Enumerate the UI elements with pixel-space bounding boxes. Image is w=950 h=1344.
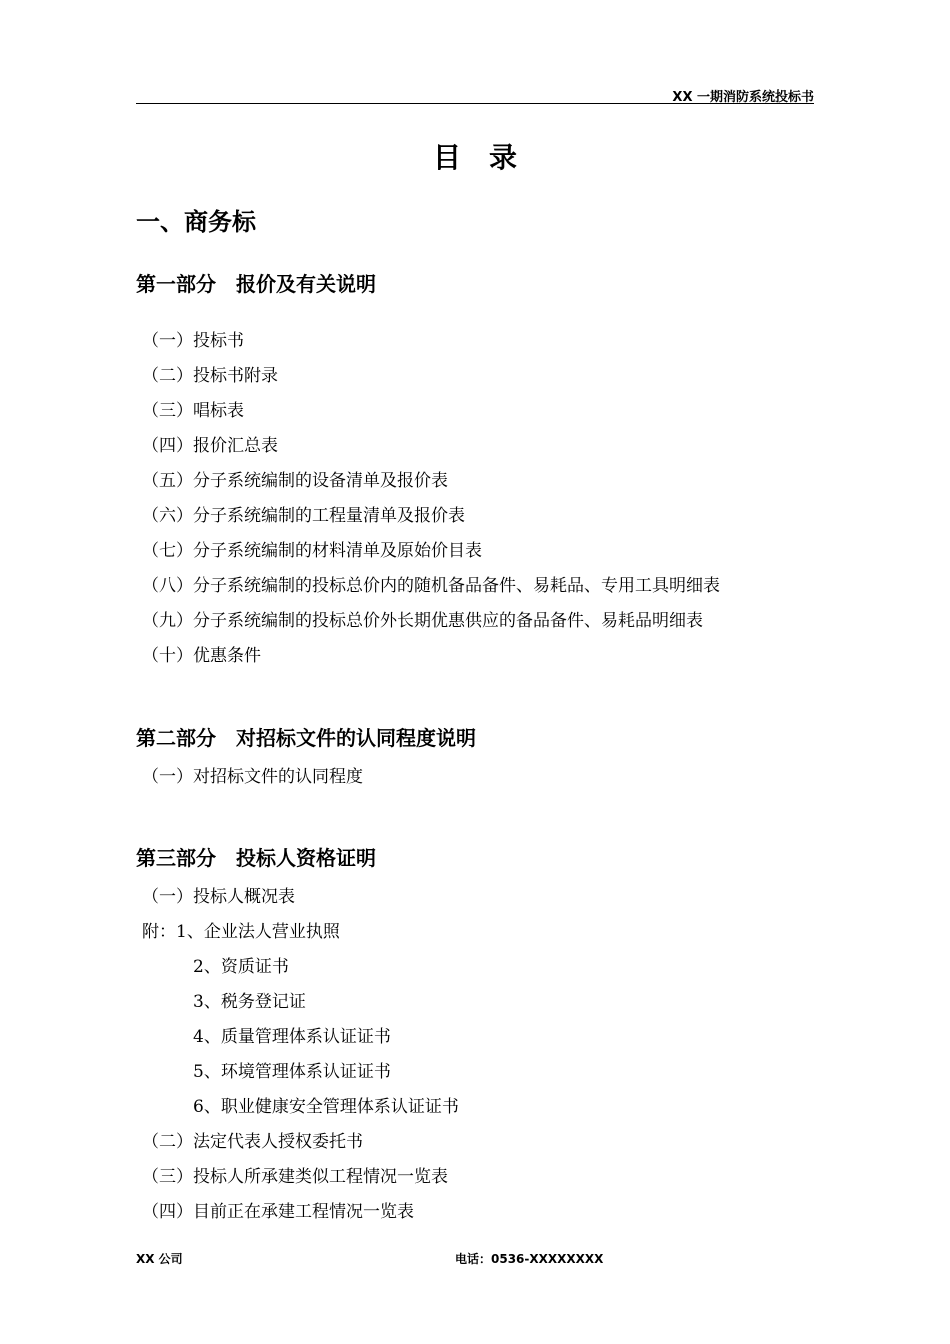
toc-subitem: 4、质量管理体系认证证书 bbox=[193, 1027, 391, 1047]
toc-item: （三）投标人所承建类似工程情况一览表 bbox=[142, 1167, 448, 1187]
toc-item: （一）投标书 bbox=[142, 331, 244, 351]
toc-item: （九）分子系统编制的投标总价外长期优惠供应的备品备件、易耗品明细表 bbox=[142, 611, 703, 631]
toc-item: （四）目前正在承建工程情况一览表 bbox=[142, 1202, 414, 1222]
toc-item: 附：1、企业法人营业执照 bbox=[142, 922, 340, 942]
toc-item: （二）投标书附录 bbox=[142, 366, 278, 386]
footer-company: XX 公司 bbox=[136, 1252, 183, 1266]
toc-item: （四）报价汇总表 bbox=[142, 436, 278, 456]
toc-item: （八）分子系统编制的投标总价内的随机备品备件、易耗品、专用工具明细表 bbox=[142, 576, 720, 596]
part2-label: 第二部分 bbox=[136, 726, 216, 750]
toc-subitem: 6、职业健康安全管理体系认证证书 bbox=[193, 1097, 459, 1117]
part2-heading bbox=[136, 722, 476, 751]
part1-heading bbox=[136, 268, 376, 297]
toc-subitem: 5、环境管理体系认证证书 bbox=[193, 1062, 391, 1082]
toc-item: （十）优惠条件 bbox=[142, 646, 261, 666]
part1-title: 报价及有关说明 bbox=[236, 272, 376, 296]
footer-phone: 电话：0536-XXXXXXXX bbox=[455, 1252, 604, 1266]
toc-item: （一）对招标文件的认同程度 bbox=[142, 767, 363, 787]
toc-item: （二）法定代表人授权委托书 bbox=[142, 1132, 363, 1152]
part2-title: 对招标文件的认同程度说明 bbox=[236, 726, 476, 750]
toc-subitem: 3、税务登记证 bbox=[193, 992, 306, 1012]
running-header: XX 一期消防系统投标书 bbox=[672, 90, 814, 105]
toc-item: （六）分子系统编制的工程量清单及报价表 bbox=[142, 506, 465, 526]
toc-item: （三）唱标表 bbox=[142, 401, 244, 421]
part3-label: 第三部分 bbox=[136, 846, 216, 870]
toc-item: （一）投标人概况表 bbox=[142, 887, 295, 907]
part3-title: 投标人资格证明 bbox=[236, 846, 376, 870]
toc-subitem: 2、资质证书 bbox=[193, 957, 289, 977]
section-title: 一、商务标 bbox=[136, 208, 256, 236]
part3-heading bbox=[136, 842, 376, 871]
toc-item: （五）分子系统编制的设备清单及报价表 bbox=[142, 471, 448, 491]
part1-label: 第一部分 bbox=[136, 272, 216, 296]
toc-item: （七）分子系统编制的材料清单及原始价目表 bbox=[142, 541, 482, 561]
toc-title: 目录 bbox=[432, 141, 545, 174]
header-rule bbox=[136, 103, 814, 104]
